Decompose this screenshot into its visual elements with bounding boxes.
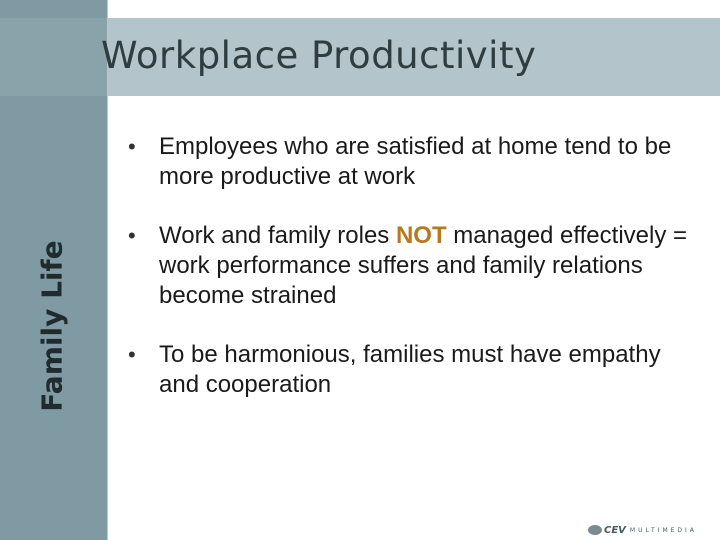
bullet-list	[128, 132, 688, 400]
logo-brand: CEV	[604, 524, 626, 536]
bullet-item-3	[128, 340, 688, 400]
section-label: Family Life	[35, 240, 69, 412]
logo-tagline: MULTIMEDIA	[629, 526, 697, 534]
bullet-icon: •	[128, 134, 136, 159]
bullet-text-continued: managed effectively = work performance suffers and family relations become strained	[159, 222, 688, 309]
bullet-icon: •	[128, 223, 136, 248]
bullet-icon: •	[128, 342, 136, 367]
bullet-text: To be harmonious, families must have empathy and cooperation	[159, 341, 661, 398]
bullet-text: Employees who are satisfied at home tend to be more productive at work	[159, 133, 672, 190]
cev-logo	[588, 523, 697, 537]
sidebar-divider	[107, 0, 108, 540]
bullet-item-2	[128, 221, 688, 311]
bullet-text: Work and family roles	[159, 222, 396, 249]
logo-mark-icon	[588, 525, 602, 535]
bullet-item-1	[128, 132, 688, 192]
slide-title: Workplace Productivity	[101, 34, 537, 77]
emphasis-text: NOT	[395, 222, 447, 249]
title-band-accent	[0, 18, 108, 96]
